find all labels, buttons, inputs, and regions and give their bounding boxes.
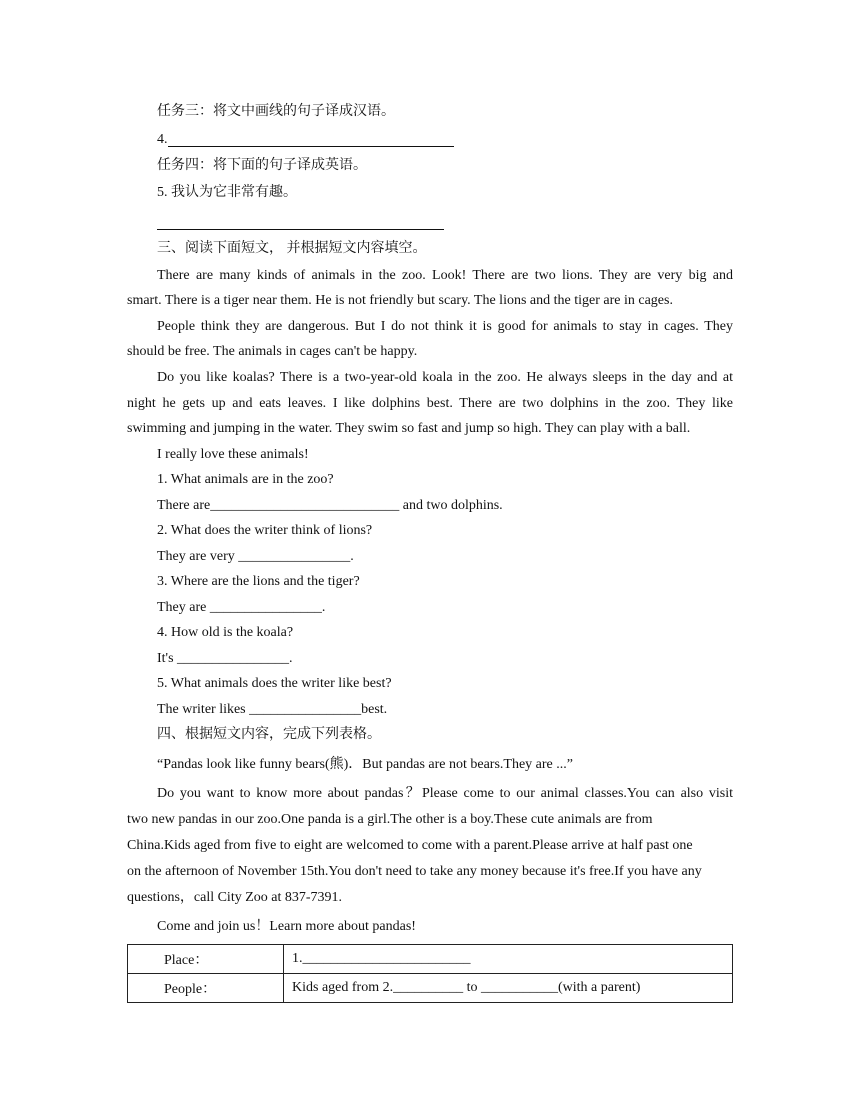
table-answer[interactable]: Kids aged from 2.__________ to ___________(with a parent) — [284, 974, 733, 1003]
question: 4. How old is the koala? — [157, 625, 294, 640]
table-row — [128, 945, 733, 974]
answer-blank[interactable]: The writer likes ________________best. — [157, 702, 388, 717]
task3-heading: 任务三：将文中画线的句子译成汉语。 — [157, 104, 395, 119]
table-label: People： — [128, 974, 284, 1003]
passage-line: Do you want to know more about pandas？Please come to our animal classes.You can also visit — [157, 786, 733, 801]
item4-number: 4. — [157, 132, 168, 147]
answer-blank[interactable]: It's ________________. — [157, 651, 293, 666]
table-row — [128, 974, 733, 1003]
passage-line: night he gets up and eats leaves. I like dolphins best. There are two dolphins in the zoo. They like — [127, 396, 733, 411]
answer-blank[interactable]: They are very ________________. — [157, 549, 354, 564]
task3-item4 — [157, 131, 454, 149]
task4-heading: 任务四：将下面的句子译成英语。 — [157, 158, 367, 173]
passage-line: questions，call City Zoo at 837-7391. — [127, 890, 343, 905]
answer-blank[interactable]: They are ________________. — [157, 600, 326, 615]
passage-line: two new pandas in our zoo.One panda is a girl.The other is a boy.These cute animals are from — [127, 812, 653, 827]
passage-line: swimming and jumping in the water. They swim so fast and jump so high. They can play with a ball. — [127, 421, 691, 436]
question: 2. What does the writer think of lions? — [157, 523, 373, 538]
answer-line[interactable] — [157, 229, 444, 230]
passage-line: China.Kids aged from five to eight are welcomed to come with a parent.Please arrive at half past one — [127, 838, 693, 853]
question: 1. What animals are in the zoo? — [157, 472, 334, 487]
info-table — [127, 944, 733, 1003]
passage-line: People think they are dangerous. But I do not think it is good for animals to stay in cages. They — [157, 319, 733, 334]
question: 5. What animals does the writer like best? — [157, 676, 392, 691]
passage-line: smart. There is a tiger near them. He is not friendly but scary. The lions and the tiger are in cages. — [127, 293, 673, 308]
passage-line: There are many kinds of animals in the zoo. Look! There are two lions. They are very big and — [157, 268, 733, 283]
answer-line[interactable] — [168, 146, 454, 147]
table-label: Place： — [128, 945, 284, 974]
passage-line: I really love these animals! — [157, 447, 309, 462]
closing-line: Come and join us！Learn more about pandas! — [157, 919, 416, 934]
question: 3. Where are the lions and the tiger? — [157, 574, 360, 589]
passage-line: Do you like koalas? There is a two-year-old koala in the zoo. He always sleeps in the day and at — [157, 370, 733, 385]
section3-heading: 三、阅读下面短文， 并根据短文内容填空。 — [157, 241, 427, 256]
section4-heading: 四、根据短文内容，完成下列表格。 — [157, 727, 381, 742]
panda-quote: “Pandas look like funny bears(熊)．But pandas are not bears.They are ...” — [157, 757, 573, 772]
passage-line: on the afternoon of November 15th.You don't need to take any money because it's free.If you have any — [127, 864, 702, 879]
table-answer[interactable]: 1.________________________ — [284, 945, 733, 974]
passage-line: should be free. The animals in cages can't be happy. — [127, 344, 418, 359]
answer-blank[interactable]: There are___________________________ and two dolphins. — [157, 498, 503, 513]
task4-item5: 5. 我认为它非常有趣。 — [157, 185, 297, 200]
